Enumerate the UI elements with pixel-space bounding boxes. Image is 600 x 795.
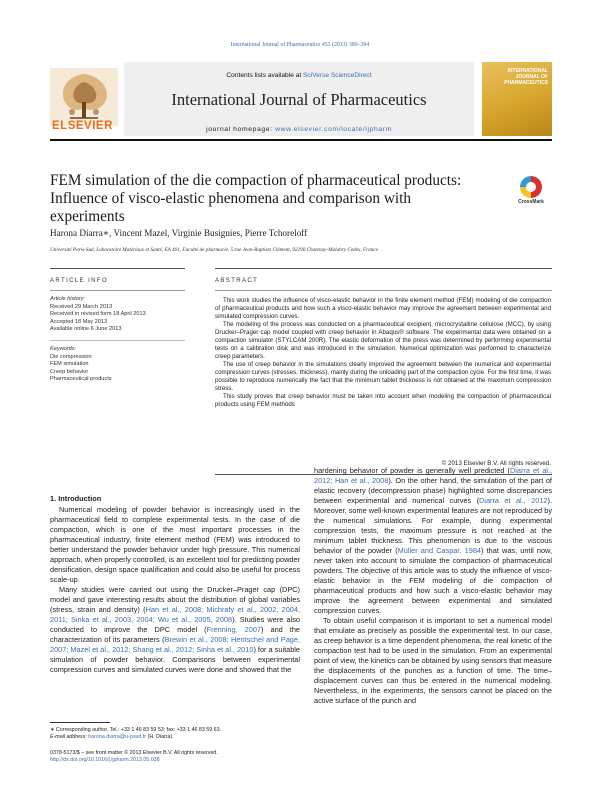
- crossmark-label: CrossMark: [518, 199, 544, 205]
- sciencedirect-link[interactable]: SciVerse ScienceDirect: [303, 72, 372, 79]
- history-label: Article history:: [50, 296, 86, 302]
- journal-reference[interactable]: International Journal of Pharmaceutics 453 (2013) 389–394: [230, 42, 370, 48]
- body-text: hardening behavior of powder is generally well predicted (: [314, 466, 510, 475]
- journal-banner: [124, 62, 474, 136]
- journal-cover-thumbnail: [482, 62, 552, 136]
- citation-link[interactable]: Brewin et al., 2008; Hentschel and Page, 2007; Mazel et al., 2012; Shang et al., 2012; Sinha et al., 2010: [50, 635, 301, 654]
- citation-link[interactable]: Diarra et al., 2012: [479, 496, 548, 505]
- issn-footnote: [50, 750, 300, 764]
- keyword-item: FEM simulation: [50, 361, 89, 367]
- keyword-item: Creep behavior: [50, 368, 89, 375]
- body-text: ). Studies were also conducted to improve the DPC model (: [50, 615, 300, 634]
- introduction-heading: 1. Introduction: [50, 494, 102, 503]
- article-history: [50, 296, 185, 334]
- body-column-left: [50, 505, 300, 675]
- body-text: Many studies were carried out using the Drucker–Prager cap (DPC) model and gave interesting results about the distribution of global variables (stress, strain and density) (: [50, 585, 300, 614]
- email-label: E-mail address:: [50, 734, 89, 740]
- keyword-item: Pharmaceutical products: [50, 376, 112, 382]
- doi-link[interactable]: http://dx.doi.org/10.1016/j.ijpharm.2013.05.038: [50, 757, 160, 763]
- body-text: Numerical modeling of powder behavior is increasingly used in the pharmaceutical field to complete experimental tests. In the case of die compaction, which is one of the most important processes in the pharmaceutical industry, finite element method (FEM) was introduced to better understand the powder behavior under high pressure. This numerical approach, when properly controlled, is an excellent tool for predicting powder densification, design space qualification and could also be useful for process scale-up.: [50, 505, 300, 584]
- history-item: Received in revised form 18 April 2013: [50, 311, 146, 317]
- abstract-body: [215, 297, 551, 409]
- article-title: FEM simulation of the die compaction of pharmaceutical products: Influence of visco-elastic phenomena and comparison with experiments: [50, 172, 462, 225]
- homepage-prefix: journal homepage:: [206, 126, 276, 133]
- author-list: Harona Diarra∗, Vincent Mazel, Virginie Busignies, Pierre Tchoreloff: [50, 228, 308, 238]
- body-paragraph: [50, 585, 300, 675]
- keywords-label: Keywords:: [50, 346, 77, 352]
- body-text: ). Moreover, some well-known experimental features are not reproduced by the numerical simulations. For example, during experimental compression tests, the maximum pressure is not reached at the minimum tablet thickness. This phenomenon is due to the viscous behavior of the powder (: [314, 496, 552, 555]
- journal-header: [50, 58, 552, 141]
- elsevier-wordmark: ELSEVIER: [52, 120, 113, 132]
- divider: [215, 290, 552, 291]
- homepage-link[interactable]: www.elsevier.com/locate/ijpharm: [275, 126, 392, 133]
- contents-line: [124, 72, 474, 79]
- cover-title: INTERNATIONAL JOURNAL OF PHARMACEUTICS: [504, 68, 548, 86]
- body-text: ) that was, until now, never taken into account to simulate the compaction of pharmaceutical powders. The objective of this article was to study the influence of visco-elastic behavior in the FEM modeling of die compaction of pharmaceutical products and how such a visco-elastic behavior may improve the agreement between experimental and simulated compression curves.: [314, 546, 552, 615]
- body-paragraph: [314, 616, 552, 706]
- body-column-right: [314, 466, 552, 706]
- copyright-notice: © 2013 Elsevier B.V. All rights reserved.: [441, 460, 551, 467]
- history-item: Available online 6 June 2013: [50, 326, 122, 332]
- divider: [50, 268, 185, 269]
- contents-prefix: Contents lists available at: [226, 72, 304, 79]
- issn-line: 0378-5173/$ – see front matter © 2013 Elsevier B.V. All rights reserved.: [50, 750, 218, 756]
- journal-title: International Journal of Pharmaceutics: [171, 90, 427, 109]
- body-text: ) for a suitable simulation of powder behavior. Comparisons between experimental compression curves and simulated curves were done and showed that the: [50, 645, 300, 674]
- corresponding-author: ∗ Corresponding author. Tel.: +33 1 46 83 59 53; fax: +33 1 46 83 59 63.: [50, 727, 222, 733]
- affiliation: Université Paris-Sud, Laboratoire Matériaux et Santé, EA 401, Faculté de pharmacie, 5 rue Jean-Baptiste Clément, 92290 Chatenay-Malabry Cedex, France: [50, 247, 378, 253]
- body-paragraph: [50, 505, 300, 585]
- elsevier-tree-logo: [50, 68, 118, 126]
- abstract-paragraph: The use of creep behavior in the simulations clearly improved the agreement between the numerical and experimental compression curves (stresses, thickness), mainly during the unloading part of the compaction cycle. For the first time, it was possible to reproduce numerically the fact that the minimum tablet thickness is not obtained at the maximum compression stress.: [215, 361, 551, 392]
- divider: [50, 340, 185, 341]
- abstract-heading: ABSTRACT: [215, 278, 259, 284]
- divider: [50, 290, 185, 291]
- abstract-paragraph: This study proves that creep behavior must be taken into account when modeling the compaction of pharmaceutical products using FEM methods: [215, 393, 551, 408]
- crossmark-icon: [520, 176, 542, 198]
- citation-link[interactable]: Han et al., 2008; Michrafy et al., 2002, 2004, 2011; Sinka et al., 2003, 2004; Wu et al., 2005, 2008: [50, 605, 300, 624]
- crossmark-badge[interactable]: [510, 176, 552, 206]
- body-text: ). On the other hand, the simulation of the part of elastic recovery (decompression phase) highlighted some discrepancies between experimental and numerical curves (: [314, 476, 552, 505]
- corresponding-footnote: [50, 727, 300, 741]
- history-item: Accepted 18 May 2013: [50, 318, 108, 325]
- abstract-paragraph: The modeling of the process was conducted on a pharmaceutical excipient, microcrystalline cellulose (MCC), by using Drucker–Prager cap model coupled with creep behavior in Abaqus® software. The experimental data were obtained on a compaction simulator (STYLCAM 200R). The elastic deformation of the press was determined by performing experimental tests on a calibration disk and was introduced in the simulation. Numerical optimization was performed to characterize creep parameters.: [215, 321, 551, 360]
- abstract-paragraph: This work studies the influence of visco-elastic behavior in the finite element method (FEM) modeling of die compaction of pharmaceutical products and how such a visco-elastic behavior may improve the agreement between experimental and simulated compression curves.: [215, 297, 551, 320]
- body-text: ) and the characterization of its parameters (: [50, 625, 300, 644]
- homepage-line: [124, 126, 474, 133]
- email-suffix: (H. Diarra).: [146, 734, 174, 740]
- footnote-rule: [50, 722, 110, 723]
- divider: [215, 268, 552, 269]
- body-paragraph: [314, 466, 552, 616]
- keywords: [50, 346, 185, 384]
- article-info-heading: ARTICLE INFO: [50, 278, 109, 284]
- body-text: To obtain useful comparison it is important to set a numerical model that emulate as precisely as possible the experimental test. In our case, as creep behavior is a time dependent phenomena, the real kinetic of the compaction test had to be used in the simulation. From an experimental point of view, the kinetics can be obtained by using sensors that measure the displacements of the punches as a function of time. The time–displacement curves can thus be entered in the numerical modeling. Nevertheless, in the experiments, the sensors cannot be placed on the active surface of the punch and: [314, 616, 552, 705]
- history-item: Received 29 March 2013: [50, 303, 113, 310]
- email-line: [50, 734, 300, 741]
- citation-link[interactable]: Frenning, 2007: [206, 625, 261, 634]
- keyword-item: Die compression: [50, 353, 92, 360]
- email-link[interactable]: harona.diarra@u-psud.fr: [88, 734, 147, 740]
- citation-link[interactable]: Müller and Caspar, 1984: [397, 546, 482, 555]
- citation-link[interactable]: Diarra et al., 2012; Han et al., 2008: [314, 466, 552, 485]
